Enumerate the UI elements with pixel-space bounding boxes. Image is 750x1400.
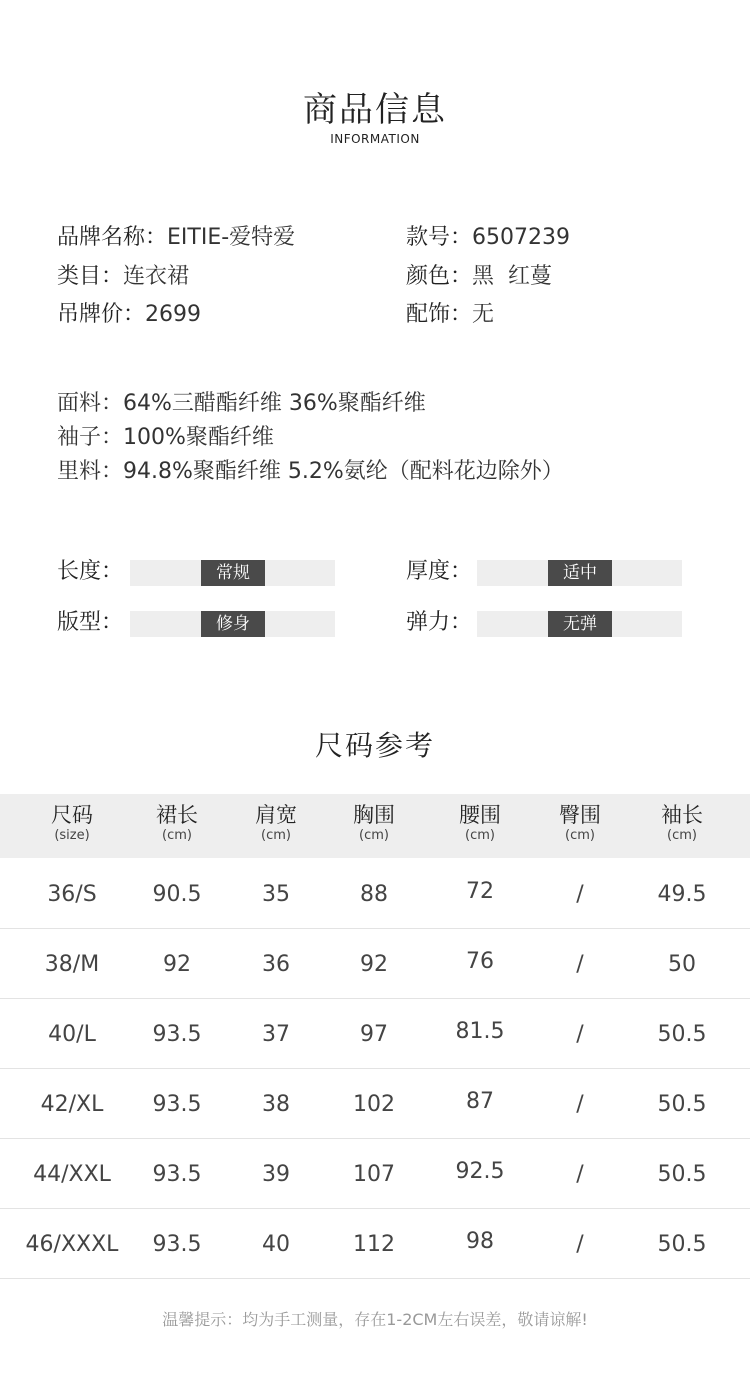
cell-shoulder: 39: [262, 1162, 290, 1187]
cell-sleeve: 50.5: [657, 1162, 707, 1187]
cell-size: 46/XXXL: [25, 1232, 119, 1257]
length-tag: 常规: [201, 560, 265, 586]
cell-bust: 92: [360, 952, 388, 977]
brand-value: EITIE-爱特爱: [167, 225, 296, 250]
category-label: 类目：: [57, 264, 124, 289]
cell-dress-length: 90.5: [152, 882, 202, 907]
size-chart-title: 尺码参考: [314, 729, 435, 762]
cell-size: 44/XXL: [33, 1162, 111, 1187]
cell-hip: /: [576, 1162, 584, 1187]
header-unit: (cm): [667, 828, 697, 843]
stretch-label: 弹力：: [406, 610, 473, 635]
info-style-number: [406, 219, 570, 257]
cell-shoulder: 37: [262, 1022, 290, 1047]
table-row: [0, 1138, 750, 1209]
page-subtitle: INFORMATION: [330, 132, 420, 146]
cell-sleeve: 50: [668, 952, 696, 977]
thickness-bar: [477, 560, 682, 586]
sleeve-value: 100%聚酯纤维: [123, 425, 274, 450]
header-unit: (cm): [162, 828, 192, 843]
header-unit: (cm): [359, 828, 389, 843]
fit-label: 版型：: [57, 610, 124, 635]
style-number-value: 6507239: [472, 225, 570, 250]
cell-size: 36/S: [47, 882, 97, 907]
fit-tag: 修身: [201, 611, 265, 637]
header-bust: [353, 802, 395, 844]
cell-bust: 107: [353, 1162, 395, 1187]
color-label: 颜色：: [406, 264, 473, 289]
cell-hip: /: [576, 882, 584, 907]
header-name: 胸围: [353, 803, 395, 827]
price-label: 吊牌价：: [57, 302, 146, 327]
cell-sleeve: 50.5: [657, 1232, 707, 1257]
header-name: 袖长: [661, 803, 703, 827]
cell-shoulder: 38: [262, 1092, 290, 1117]
size-table-header: [0, 794, 750, 858]
cell-hip: /: [576, 1232, 584, 1257]
header-shoulder: [255, 802, 297, 844]
cell-sleeve: 50.5: [657, 1092, 707, 1117]
table-row: [0, 998, 750, 1069]
header-hip: [559, 802, 601, 844]
header-unit: (cm): [565, 828, 595, 843]
cell-waist: 72: [466, 879, 494, 904]
section-header-information: [0, 88, 750, 146]
fit-bar: [130, 611, 335, 637]
lining-value: 94.8%聚酯纤维 5.2%氨纶（配料花边除外）: [123, 459, 564, 484]
cell-size: 42/XL: [40, 1092, 104, 1117]
header-dress-length: [156, 802, 198, 844]
info-accessory: [406, 296, 494, 334]
header-name: 腰围: [459, 803, 501, 827]
header-name: 尺码: [51, 803, 93, 827]
table-row: [0, 858, 750, 929]
header-unit: (cm): [261, 828, 291, 843]
category-value: 连衣裙: [123, 264, 190, 289]
table-row: [0, 1068, 750, 1139]
thickness-tag: 适中: [548, 560, 612, 586]
shell-value: 64%三醋酯纤维 36%聚酯纤维: [123, 391, 426, 416]
info-brand: [57, 219, 295, 257]
fabric-lining: [57, 455, 564, 489]
cell-hip: /: [576, 1092, 584, 1117]
length-bar: [130, 560, 335, 586]
sleeve-label: 袖子：: [57, 425, 124, 450]
cell-size: 38/M: [44, 952, 100, 977]
cell-waist: 76: [466, 949, 494, 974]
info-color: [406, 258, 552, 296]
table-row: [0, 1208, 750, 1279]
header-name: 臀围: [559, 803, 601, 827]
cell-waist: 81.5: [455, 1019, 505, 1044]
color-value: 黑 红蔓: [472, 264, 553, 289]
accessory-label: 配饰：: [406, 302, 473, 327]
cell-bust: 97: [360, 1022, 388, 1047]
cell-dress-length: 93.5: [152, 1022, 202, 1047]
page-title: 商品信息: [303, 90, 447, 130]
cell-shoulder: 40: [262, 1232, 290, 1257]
fabric-sleeve: [57, 421, 564, 455]
length-label: 长度：: [57, 559, 124, 584]
header-waist: [459, 802, 501, 844]
fabric-shell: [57, 387, 564, 421]
cell-bust: 88: [360, 882, 388, 907]
header-name: 肩宽: [255, 803, 297, 827]
cell-sleeve: 50.5: [657, 1022, 707, 1047]
cell-waist: 87: [466, 1089, 494, 1114]
cell-dress-length: 93.5: [152, 1232, 202, 1257]
style-number-label: 款号：: [406, 225, 473, 250]
info-category: [57, 258, 189, 296]
stretch-tag: 无弹: [548, 611, 612, 637]
cell-hip: /: [576, 952, 584, 977]
cell-sleeve: 49.5: [657, 882, 707, 907]
cell-shoulder: 36: [262, 952, 290, 977]
shell-label: 面料：: [57, 391, 124, 416]
thickness-label: 厚度：: [406, 559, 473, 584]
cell-dress-length: 93.5: [152, 1162, 202, 1187]
header-unit: (size): [54, 828, 90, 843]
brand-label: 品牌名称：: [57, 225, 168, 250]
price-value: 2699: [145, 302, 202, 327]
info-price: [57, 296, 201, 334]
cell-dress-length: 93.5: [152, 1092, 202, 1117]
lining-label: 里料：: [57, 459, 124, 484]
cell-bust: 102: [353, 1092, 395, 1117]
stretch-bar: [477, 611, 682, 637]
header-size: [51, 802, 93, 844]
cell-waist: 98: [466, 1229, 494, 1254]
header-unit: (cm): [465, 828, 495, 843]
header-name: 裙长: [156, 803, 198, 827]
cell-waist: 92.5: [455, 1159, 505, 1184]
table-row: [0, 928, 750, 999]
cell-shoulder: 35: [262, 882, 290, 907]
header-sleeve: [661, 802, 703, 844]
accessory-value: 无: [472, 302, 495, 327]
cell-hip: /: [576, 1022, 584, 1047]
cell-dress-length: 92: [163, 952, 191, 977]
cell-bust: 112: [353, 1232, 395, 1257]
fabric-section: [57, 387, 564, 489]
measurement-note: 温馨提示：均为手工测量，存在1-2CM左右误差，敬请谅解!: [162, 1310, 588, 1329]
cell-size: 40/L: [48, 1022, 96, 1047]
